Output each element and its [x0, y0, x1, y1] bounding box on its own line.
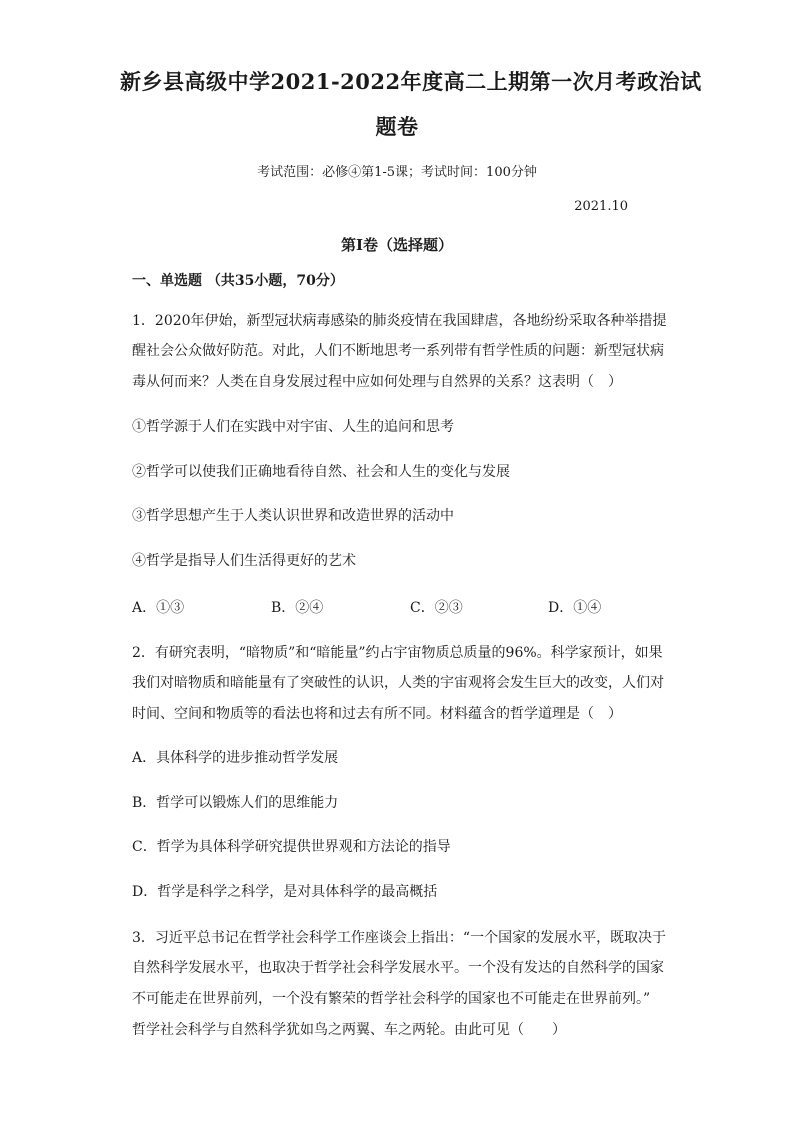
q2-line-3: 时间、空间和物质等的看法也将和过去有所不同。材料蕴含的哲学道理是（ ）	[132, 706, 622, 722]
q2-option-b[interactable]: B．哲学可以锻炼人们的思维能力	[132, 795, 339, 811]
q3-line-3: 不可能走在世界前列，一个没有繁荣的哲学社会科学的国家也不可能走在世界前列。”	[132, 991, 651, 1007]
q3-line-1: 3．习近平总书记在哲学社会科学工作座谈会上指出：“一个国家的发展水平，既取决于	[132, 930, 667, 946]
q1-option-c[interactable]: C．②③	[410, 600, 463, 616]
q1-option-d[interactable]: D．①④	[548, 600, 602, 616]
q1-line-2: 醒社会公众做好防范。对此，人们不断地思考一系列带有哲学性质的问题：新型冠状病	[132, 343, 664, 359]
q2-line-1: 2．有研究表明，“暗物质”和“暗能量”约占宇宙物质总质量的96%。科学家预计，如果	[132, 645, 663, 661]
q1-line-3: 毒从何而来？人类在自身发展过程中应如何处理与自然界的关系？这表明（ ）	[132, 374, 622, 390]
q1-statement-1: ①哲学源于人们在实践中对宇宙、人生的追问和思考	[132, 419, 454, 435]
q1-statement-2: ②哲学可以使我们正确地看待自然、社会和人生的变化与发展	[132, 464, 510, 480]
section-title: 一、单选题 （共35小题，70分）	[132, 273, 344, 289]
q3-line-4: 哲学社会科学与自然科学犹如鸟之两翼、车之两轮。由此可见（ ）	[132, 1022, 566, 1038]
q2-line-2: 我们对暗物质和暗能量有了突破性的认识，人类的宇宙观将会发生巨大的改变，人们对	[132, 675, 664, 691]
q2-option-d[interactable]: D．哲学是科学之科学，是对具体科学的最高概括	[132, 884, 438, 900]
q1-option-a[interactable]: A．①③	[132, 600, 185, 616]
q2-option-a[interactable]: A．具体科学的进步推动哲学发展	[132, 750, 339, 766]
exam-date: 2021.10	[574, 199, 628, 214]
q1-line-1: 1．2020年伊始，新型冠状病毒感染的肺炎疫情在我国肆虐，各地纷纷采取各种举措提	[132, 313, 667, 329]
q1-statement-4: ④哲学是指导人们生活得更好的艺术	[132, 553, 356, 569]
exam-title-line-1: 新乡县高级中学2021-2022年度高二上期第一次月考政治试	[120, 69, 702, 94]
q2-option-c[interactable]: C．哲学为具体科学研究提供世界观和方法论的指导	[132, 839, 451, 855]
q1-statement-3: ③哲学思想产生于人类认识世界和改造世界的活动中	[132, 508, 454, 524]
exam-title-line-2: 题卷	[375, 114, 419, 139]
q1-option-b[interactable]: B．②④	[271, 600, 324, 616]
exam-scope: 考试范围：必修④第1-5课；考试时间：100分钟	[257, 165, 537, 180]
part-title: 第I卷（选择题）	[340, 236, 454, 254]
q3-line-2: 自然科学发展水平，也取决于哲学社会科学发展水平。一个没有发达的自然科学的国家	[132, 960, 664, 976]
